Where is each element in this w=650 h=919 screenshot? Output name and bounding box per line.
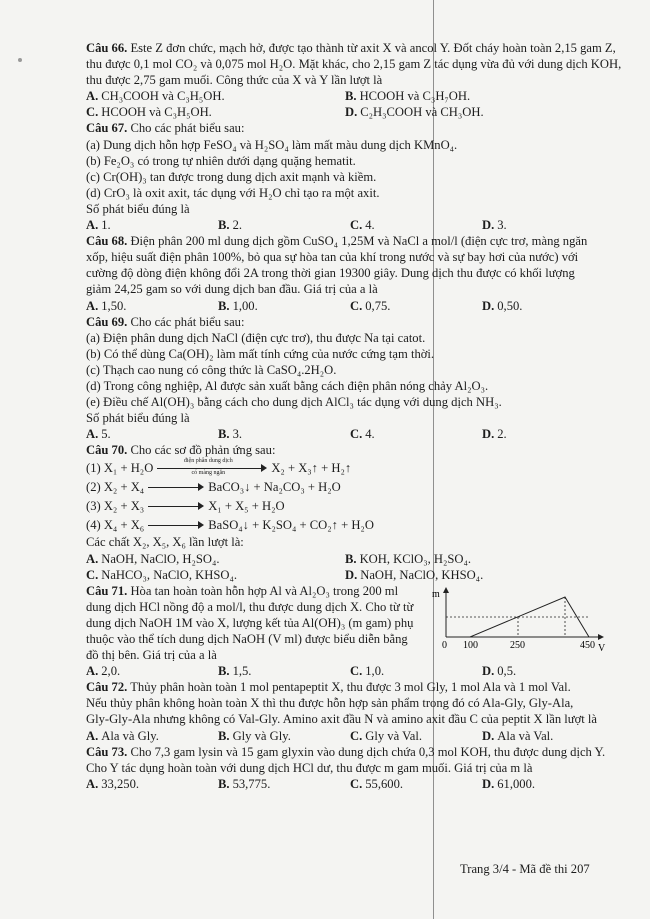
option-d[interactable]: D. 61,000. xyxy=(482,776,536,791)
options-row xyxy=(86,298,604,314)
option-a[interactable]: A. 1,50. xyxy=(86,298,127,313)
question-label: Câu 68. xyxy=(86,234,128,249)
question-69 xyxy=(86,314,604,443)
products: X₂ + X₃↑ + H₂↑ xyxy=(271,460,352,475)
statement: (a) Điện phân dung dịch NaCl (điện cực trơ), thu được Na tại catot. xyxy=(86,330,426,345)
statement: (c) Cr(OH)₃ tan được trong dung dịch axit mạnh và kiềm. xyxy=(86,169,377,184)
statement: (c) Thạch cao nung có công thức là CaSO₄.2H₂O. xyxy=(86,362,337,377)
question-label: Câu 72. xyxy=(86,680,128,695)
options-row xyxy=(86,88,604,104)
option-a[interactable]: A. NaOH, NaClO, H₂SO₄. xyxy=(86,551,220,566)
question-text: Este Z đơn chức, mạch hở, được tạo thành từ axit X và ancol Y. Đốt cháy hoàn toàn 2,15 gam Z, xyxy=(127,41,616,55)
option-c[interactable]: C. 4. xyxy=(350,218,375,233)
statement: (a) Dung dịch hỗn hợp FeSO₄ và H₂SO₄ làm mất màu dung dịch KMnO₄. xyxy=(86,137,458,152)
option-d[interactable]: D. 0,5. xyxy=(482,664,517,679)
option-a[interactable]: A. CH₃COOH và C₃H₅OH. xyxy=(86,89,225,104)
question-73 xyxy=(86,744,604,792)
statement: (b) Fe₂O₃ có trong tự nhiên dưới dạng quặng hematit. xyxy=(86,153,356,168)
exam-page xyxy=(86,40,622,792)
question-text: Cho Y tác dụng hoàn toàn với dung dịch HCl dư, thu được m gam muối. Giá trị của m là xyxy=(86,760,533,775)
option-b[interactable]: B. KOH, KClO₃, H₂SO₄. xyxy=(345,551,472,566)
option-c[interactable]: C. 55,600. xyxy=(350,776,404,791)
page-footer: Trang 3/4 - Mã đề thi 207 xyxy=(460,862,590,876)
question-text: đồ thị bên. Giá trị của a là xyxy=(86,648,217,663)
statement: (d) CrO₃ là oxit axit, tác dụng với H₂O chỉ tạo ra một axit. xyxy=(86,185,380,200)
option-d[interactable]: D. 0,50. xyxy=(482,298,523,313)
question-prompt: Số phát biểu đúng là xyxy=(86,411,190,426)
question-text: dung dịch NaOH 1M vào X, lượng kết tủa Al(OH)₃ (m gam) phụ xyxy=(86,615,414,630)
option-a[interactable]: A. 5. xyxy=(86,427,111,442)
question-71 xyxy=(86,583,604,680)
option-b[interactable]: B. 1,00. xyxy=(218,298,258,313)
question-72 xyxy=(86,679,604,743)
question-text: thuộc vào thể tích dung dịch NaOH (V ml) được biểu diễn bằng xyxy=(86,632,408,646)
question-text: Cho các sơ đồ phản ứng sau: xyxy=(127,443,276,458)
question-text: Điện phân 200 ml dung dịch gồm CuSO₄ 1,25M và NaCl a mol/l (điện cực trơ, màng ngăn xyxy=(127,234,588,249)
products: BaCO₃↓ + Na₂CO₃ + H₂O xyxy=(208,479,341,494)
tick-label-100: 100 xyxy=(463,639,478,651)
option-c[interactable]: C. Gly và Val. xyxy=(350,728,423,743)
arrow-condition-below: có màng ngăn xyxy=(191,469,226,476)
question-label: Câu 73. xyxy=(86,744,128,759)
question-label: Câu 70. xyxy=(86,443,128,458)
x-axis-arrow-icon xyxy=(598,634,604,640)
question-text: thu được 2,75 gam muối. Công thức của X và Y lần lượt là xyxy=(86,73,383,88)
arrow-icon xyxy=(148,520,204,530)
statement: (b) Có thể dùng Ca(OH)₂ làm mất tính cứng của nước cứng tạm thời. xyxy=(86,346,435,361)
question-68 xyxy=(86,233,604,313)
option-b[interactable]: B. 2. xyxy=(218,218,243,233)
reactants: (1) X₁ + H₂O xyxy=(86,460,154,475)
tick-label-250: 250 xyxy=(510,639,525,651)
question-67 xyxy=(86,120,604,233)
question-text: thu được 0,1 mol CO₂ và 0,075 mol H₂O. Mặt khác, cho 2,15 gam Z tác dụng vừa đủ với dung dịch KOH, xyxy=(86,57,622,72)
options-row xyxy=(86,663,604,679)
question-label: Câu 66. xyxy=(86,41,128,55)
y-axis-arrow-icon xyxy=(443,587,449,593)
arrow-icon xyxy=(148,501,204,511)
statement: (e) Điều chế Al(OH)₃ bằng cách cho dung dịch AlCl₃ tác dụng với dung dịch NH₃. xyxy=(86,395,502,410)
question-label: Câu 69. xyxy=(86,314,128,329)
reaction-2 xyxy=(86,477,604,496)
question-text: xốp, hiệu suất điện phân 100%, bỏ qua sự hòa tan của khí trong nước và sự bay hơi của nước) với xyxy=(86,250,579,265)
question-text: Cho 7,3 gam lysin và 15 gam glyxin vào dung dịch chứa 0,3 mol KOH, thu được dung dịch Y. xyxy=(127,744,606,759)
option-d[interactable]: D. 2. xyxy=(482,427,507,442)
question-text: cường độ dòng điện không đổi 2A trong thời gian 19300 giây. Dung dịch thu được có khối lượng xyxy=(86,266,575,281)
option-d[interactable]: D. 3. xyxy=(482,218,507,233)
option-d[interactable]: D. Ala và Val. xyxy=(482,728,554,743)
question-70 xyxy=(86,442,604,582)
option-b[interactable]: B. HCOOH và C₃H₇OH. xyxy=(345,89,471,104)
question-text: Nếu thủy phân không hoàn toàn X thì thu được hỗn hợp sản phẩm trong đó có Ala-Gly, Gly-Ala, xyxy=(86,696,574,711)
question-text: Cho các phát biểu sau: xyxy=(127,121,245,136)
options-row xyxy=(86,567,604,583)
x-axis-label: V xyxy=(598,642,606,651)
option-a[interactable]: A. 33,250. xyxy=(86,776,140,791)
options-row xyxy=(86,104,604,120)
reaction-1 xyxy=(86,458,604,477)
option-c[interactable]: C. NaHCO₃, NaClO, KHSO₄. xyxy=(86,567,238,582)
question-text: giảm 24,25 gam so với dung dịch ban đầu. Giá trị của a là xyxy=(86,282,378,297)
products: BaSO₄↓ + K₂SO₄ + CO₂↑ + H₂O xyxy=(208,517,374,532)
products: X₁ + X₅ + H₂O xyxy=(208,498,285,513)
tick-label-450: 450 xyxy=(580,639,595,651)
reactants: (2) X₂ + X₄ xyxy=(86,479,145,494)
option-d[interactable]: D. C₂H₃COOH và CH₃OH. xyxy=(345,105,484,120)
question-text: Hòa tan hoàn toàn hỗn hợp Al và Al₂O₃ trong 200 ml xyxy=(127,583,399,598)
question-prompt: Số phát biểu đúng là xyxy=(86,201,190,216)
electrolysis-arrow-icon xyxy=(157,459,267,477)
options-row xyxy=(86,426,604,442)
reaction-4 xyxy=(86,515,604,534)
option-c[interactable]: C. 1,0. xyxy=(350,664,385,679)
reactants: (3) X₂ + X₃ xyxy=(86,498,145,513)
options-row xyxy=(86,776,604,792)
question-text: Gly-Gly-Ala nhưng không có Val-Gly. Amino axit đầu N và amino axit đầu C của peptit X lần lượt là xyxy=(86,712,598,727)
question-text: Thủy phân hoàn toàn 1 mol pentapeptit X, thu được 3 mol Gly, 1 mol Ala và 1 mol Val. xyxy=(127,680,571,695)
option-b[interactable]: B. Gly và Gly. xyxy=(218,728,291,743)
precipitate-graph xyxy=(430,585,606,651)
option-b[interactable]: B. 53,775. xyxy=(218,776,271,791)
options-row xyxy=(86,217,604,233)
option-c[interactable]: C. HCOOH và C₃H₅OH. xyxy=(86,105,212,120)
option-c[interactable]: C. 0,75. xyxy=(350,298,391,313)
arrow-condition-above: điện phân dung dịch xyxy=(183,457,233,464)
tick-label-0: 0 xyxy=(442,639,447,651)
question-text: dung dịch HCl nồng độ a mol/l, thu được dung dịch X. Cho từ từ xyxy=(86,599,414,614)
option-b[interactable]: B. 3. xyxy=(218,427,243,442)
question-label: Câu 67. xyxy=(86,121,128,136)
options-row xyxy=(86,728,604,744)
question-text: Cho các phát biểu sau: xyxy=(127,314,245,329)
option-a[interactable]: A. Ala và Gly. xyxy=(86,728,159,743)
reactants: (4) X₄ + X₆ xyxy=(86,517,145,532)
option-a[interactable]: A. 1. xyxy=(86,218,111,233)
option-b[interactable]: B. 1,5. xyxy=(218,664,252,679)
option-c[interactable]: C. 4. xyxy=(350,427,375,442)
option-d[interactable]: D. NaOH, NaClO, KHSO₄. xyxy=(345,567,484,582)
binder-hole-mark xyxy=(18,58,22,62)
option-a[interactable]: A. 2,0. xyxy=(86,664,121,679)
reaction-3 xyxy=(86,496,604,515)
question-label: Câu 71. xyxy=(86,583,128,598)
y-axis-label: m xyxy=(432,588,440,600)
options-row xyxy=(86,551,604,567)
arrow-icon xyxy=(148,482,204,492)
question-66 xyxy=(86,40,622,120)
statement: (d) Trong công nghiệp, Al được sản xuất bằng cách điện phân nóng chảy Al₂O₃. xyxy=(86,378,489,393)
question-prompt: Các chất X₂, X₅, X₆ lần lượt là: xyxy=(86,535,244,550)
